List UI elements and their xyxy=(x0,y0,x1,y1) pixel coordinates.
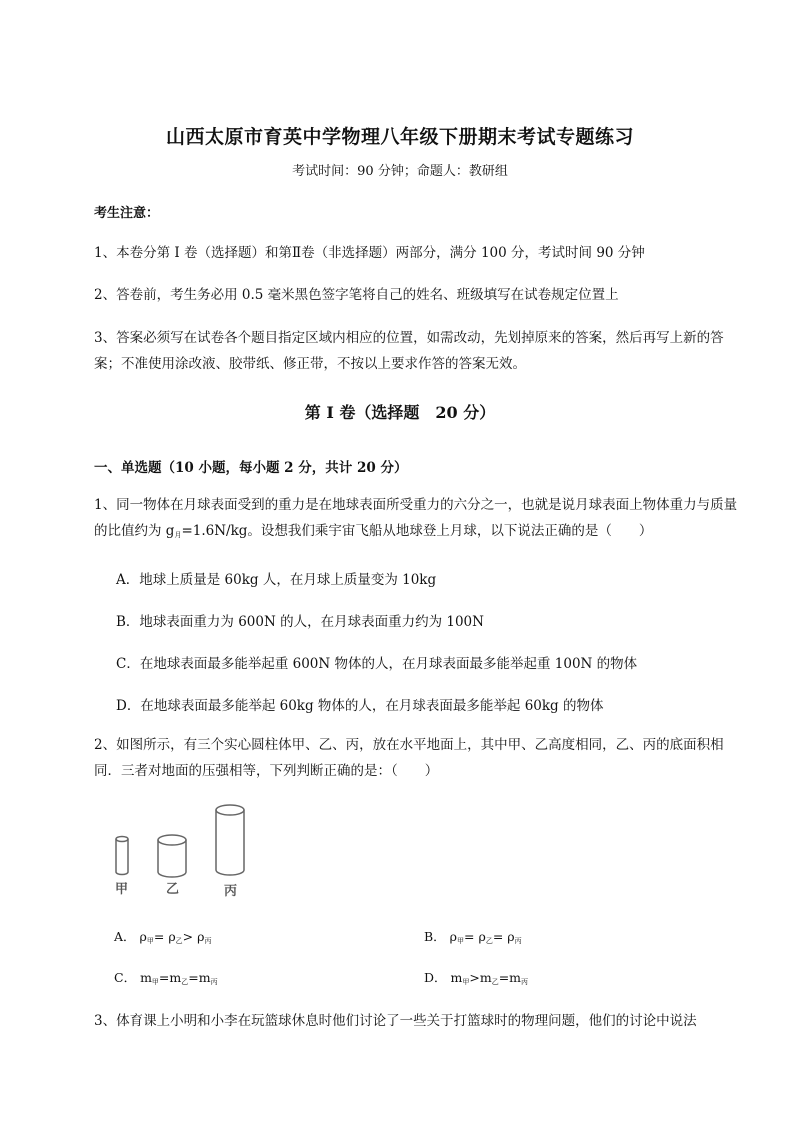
q1-option-c: C．在地球表面最多能举起重 600N 物体的人，在月球表面最多能举起重 100N 的物体 xyxy=(116,656,638,672)
figure-label-bing: 丙 xyxy=(224,884,238,899)
cylinder-bing xyxy=(216,805,244,875)
notice-item-3: 3、答案必须写在试卷各个题目指定区域内相应的位置，如需改动，先划掉原来的答案，然后再写上新的答案；不准使用涂改液、胶带纸、修正带，不按以上要求作答的答案无效。 xyxy=(94,330,724,372)
figure-label-yi: 乙 xyxy=(166,882,180,897)
section-title: 第 I 卷（选择题 20 分） xyxy=(304,403,496,422)
cylinder-jia xyxy=(116,837,128,875)
figure-label-jia: 甲 xyxy=(115,882,129,897)
exam-info: 考试时间：90 分钟；命题人：教研组 xyxy=(292,164,508,179)
notice-heading: 考生注意： xyxy=(94,206,160,221)
question-2-stem: 2、如图所示，有三个实心圆柱体甲、乙、丙，放在水平地面上，其中甲、乙高度相同，乙、丙的底面积相同．三者对地面的压强相等，下列判断正确的是：（ ） xyxy=(94,737,724,779)
q1-stem-part-a: 1、同一物体在月球表面受到的重力是在地球表面所受重力的六分之一，也就是说月球表面上物体重力与质量的比值约为 g xyxy=(94,497,738,539)
q1-option-b: B．地球表面重力为 600N 的人，在月球表面重力约为 100N xyxy=(116,614,484,630)
q2-option-a: A． $\rho_甲= \rho_乙> \rho_丙$ xyxy=(114,929,212,945)
q1-option-a: A．地球上质量是 60kg 人，在月球上质量变为 10kg xyxy=(116,572,437,588)
part-heading: 一、单选题（10 小题，每小题 2 分，共计 20 分） xyxy=(94,460,408,476)
q2-option-d: D． $m_甲>m_乙=m_丙$ xyxy=(424,970,529,986)
q1-stem-subscript: 月 xyxy=(174,531,182,539)
q1-stem-part-b: =1.6N/kg。设想我们乘宇宙飞船从地球登上月球，以下说法正确的是（ ） xyxy=(181,523,653,539)
notice-item-1: 1、本卷分第 I 卷（选择题）和第Ⅱ卷（非选择题）两部分，满分 100 分，考试时间 90 分钟 xyxy=(94,245,645,261)
notice-item-2: 2、答卷前，考生务必用 0.5 毫米黑色签字笔将自己的姓名、班级填写在试卷规定位置上 xyxy=(94,287,619,303)
question-3-stem: 3、体育课上小明和小李在玩篮球休息时他们讨论了一些关于打篮球时的物理问题，他们的讨论中说法 xyxy=(94,1013,697,1029)
question-1-stem xyxy=(94,492,746,548)
q1-option-d: D．在地球表面最多能举起 60kg 物体的人，在月球表面最多能举起 60kg 的物体 xyxy=(116,698,604,714)
q2-option-b: B． $\rho_甲= \rho_乙= \rho_丙$ xyxy=(424,929,522,945)
q2-option-c: C． $m_甲=m_乙=m_丙$ xyxy=(114,970,218,986)
page-title: 山西太原市育英中学物理八年级下册期末考试专题练习 xyxy=(165,126,634,148)
cylinder-yi xyxy=(158,835,186,877)
